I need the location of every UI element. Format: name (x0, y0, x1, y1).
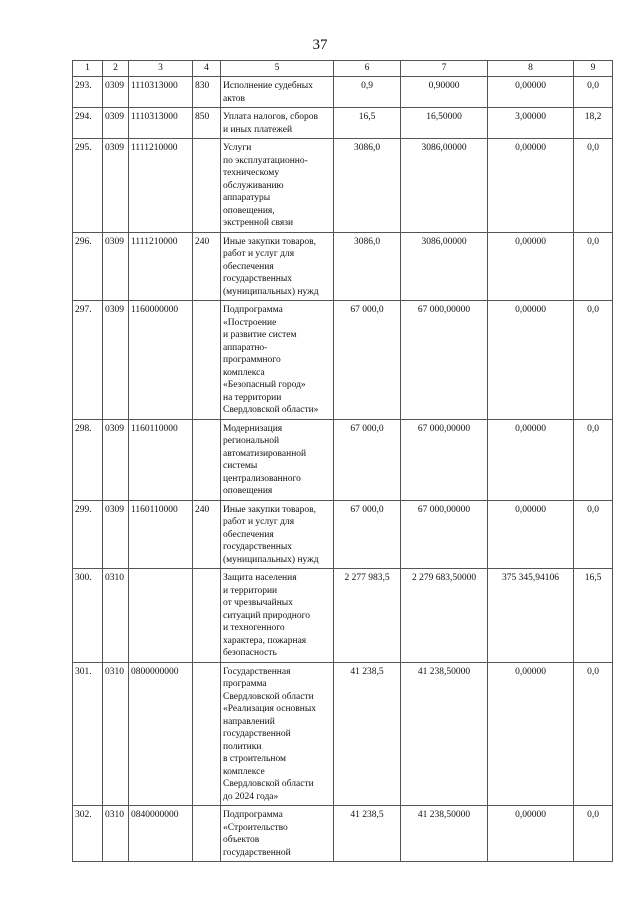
name-line: обеспечения (223, 529, 274, 540)
name-line: и территории (223, 585, 278, 596)
name-line: Подпрограмма (223, 305, 283, 315)
header-cell: 1 (73, 61, 103, 77)
percent-cell: 0,0 (574, 301, 613, 420)
name-cell (221, 232, 334, 301)
planned-amount-cell: 41 238,5 (334, 662, 401, 806)
planned-amount-cell: 3086,0 (334, 232, 401, 301)
refined-amount-cell: 0,90000 (401, 77, 488, 108)
header-cell: 6 (334, 61, 401, 77)
expense-type-cell (193, 662, 221, 806)
name-line: и техногенного (223, 623, 285, 633)
executed-amount-cell: 0,00000 (488, 419, 574, 500)
name-line: «Безопасный город» (223, 380, 306, 390)
name-cell (221, 419, 334, 500)
executed-amount-cell: 0,00000 (488, 500, 574, 569)
name-line: программного (223, 355, 281, 365)
name-line: программа (223, 679, 267, 689)
name-cell (221, 569, 334, 663)
name-cell (221, 806, 334, 862)
table-row (73, 232, 613, 301)
name-line: по эксплуатационно- (223, 155, 308, 166)
percent-cell: 16,5 (574, 569, 613, 663)
expense-type-cell: 830 (193, 77, 221, 108)
executed-amount-cell: 3,00000 (488, 108, 574, 139)
row-number-cell: 300. (73, 569, 103, 663)
planned-amount-cell: 16,5 (334, 108, 401, 139)
section-code-cell: 0309 (103, 77, 129, 108)
target-article-cell: 1110313000 (129, 108, 193, 139)
name-line: централизованного (223, 473, 301, 484)
table-row (73, 419, 613, 500)
name-line: объектов (223, 835, 260, 845)
percent-cell: 0,0 (574, 232, 613, 301)
row-number-cell: 298. (73, 419, 103, 500)
name-line: аппаратно- (223, 342, 268, 353)
name-line: оповещения, (223, 205, 275, 216)
table-row (73, 569, 613, 663)
name-line: Свердловской области (223, 779, 314, 789)
name-line: техническому (223, 168, 280, 178)
target-article-cell: 1111210000 (129, 232, 193, 301)
section-code-cell: 0309 (103, 419, 129, 500)
section-code-cell: 0309 (103, 301, 129, 420)
name-line: государственных (223, 542, 293, 552)
table-row (73, 662, 613, 806)
row-number-cell: 293. (73, 77, 103, 108)
name-line: комплекса (223, 367, 265, 378)
name-line: и развитие систем (223, 330, 297, 340)
target-article-cell (129, 569, 193, 663)
expense-type-cell (193, 301, 221, 420)
name-line: экстренной связи (223, 218, 294, 228)
planned-amount-cell: 67 000,0 (334, 301, 401, 420)
row-number-cell: 299. (73, 500, 103, 569)
name-line: «Строительство (223, 822, 288, 833)
planned-amount-cell: 2 277 983,5 (334, 569, 401, 663)
executed-amount-cell: 0,00000 (488, 139, 574, 233)
refined-amount-cell: 3086,00000 (401, 232, 488, 301)
percent-cell: 0,0 (574, 500, 613, 569)
refined-amount-cell: 67 000,00000 (401, 301, 488, 420)
name-line: политики (223, 741, 262, 752)
header-cell: 9 (574, 61, 613, 77)
table-row (73, 500, 613, 569)
header-cell: 5 (221, 61, 334, 77)
header-cell: 3 (129, 61, 193, 77)
section-code-cell: 0309 (103, 139, 129, 233)
name-line: Уплата налогов, сборов (223, 112, 318, 122)
row-number-cell: 301. (73, 662, 103, 806)
name-line: на территории (223, 392, 282, 403)
name-line: работ и услуг для (223, 249, 295, 259)
executed-amount-cell: 375 345,94106 (488, 569, 574, 663)
target-article-cell: 1110313000 (129, 77, 193, 108)
expense-type-cell (193, 419, 221, 500)
section-code-cell: 0309 (103, 500, 129, 569)
percent-cell: 0,0 (574, 139, 613, 233)
percent-cell: 0,0 (574, 419, 613, 500)
name-line: Иные закупки товаров, (223, 236, 316, 247)
name-line: государственной (223, 847, 291, 858)
planned-amount-cell: 67 000,0 (334, 419, 401, 500)
name-line: системы (223, 461, 258, 471)
table-header-row (73, 61, 613, 77)
planned-amount-cell: 41 238,5 (334, 806, 401, 862)
target-article-cell: 1111210000 (129, 139, 193, 233)
name-line: до 2024 года» (223, 791, 279, 802)
table-row (73, 77, 613, 108)
name-line: аппаратуры (223, 193, 271, 203)
refined-amount-cell: 67 000,00000 (401, 419, 488, 500)
header-cell: 4 (193, 61, 221, 77)
name-line: государственных (223, 274, 293, 284)
refined-amount-cell: 3086,00000 (401, 139, 488, 233)
name-line: Услуги (223, 143, 252, 153)
executed-amount-cell: 0,00000 (488, 662, 574, 806)
name-line: автоматизированной (223, 448, 307, 459)
header-cell: 7 (401, 61, 488, 77)
name-line: в строительном (223, 754, 287, 764)
expense-type-cell: 850 (193, 108, 221, 139)
planned-amount-cell: 67 000,0 (334, 500, 401, 569)
executed-amount-cell: 0,00000 (488, 301, 574, 420)
expense-type-cell: 240 (193, 232, 221, 301)
target-article-cell: 1160110000 (129, 500, 193, 569)
name-line: от чрезвычайных (223, 598, 293, 608)
budget-table (72, 60, 613, 862)
header-cell: 2 (103, 61, 129, 77)
name-line: Свердловской области» (223, 405, 319, 415)
expense-type-cell (193, 139, 221, 233)
executed-amount-cell: 0,00000 (488, 77, 574, 108)
section-code-cell: 0310 (103, 569, 129, 663)
name-line: Модернизация (223, 423, 283, 434)
name-line: Подпрограмма (223, 810, 283, 820)
percent-cell: 0,0 (574, 77, 613, 108)
executed-amount-cell: 0,00000 (488, 232, 574, 301)
target-article-cell: 0840000000 (129, 806, 193, 862)
name-line: «Построение (223, 317, 277, 328)
refined-amount-cell: 67 000,00000 (401, 500, 488, 569)
name-line: обслуживанию (223, 180, 284, 191)
name-line: «Реализация основных (223, 704, 316, 714)
name-line: государственной (223, 729, 291, 739)
name-cell (221, 500, 334, 569)
name-line: направлений (223, 716, 275, 727)
name-cell (221, 662, 334, 806)
name-line: Защита населения (223, 573, 297, 583)
name-line: безопасность (223, 648, 277, 658)
section-code-cell: 0309 (103, 108, 129, 139)
row-number-cell: 296. (73, 232, 103, 301)
percent-cell: 0,0 (574, 806, 613, 862)
percent-cell: 18,2 (574, 108, 613, 139)
name-line: характера, пожарная (223, 635, 307, 646)
planned-amount-cell: 3086,0 (334, 139, 401, 233)
refined-amount-cell: 2 279 683,50000 (401, 569, 488, 663)
name-cell (221, 139, 334, 233)
expense-type-cell (193, 569, 221, 663)
refined-amount-cell: 41 238,50000 (401, 806, 488, 862)
name-line: оповещения (223, 486, 273, 496)
row-number-cell: 297. (73, 301, 103, 420)
name-line: актов (223, 93, 245, 104)
table-row (73, 806, 613, 862)
section-code-cell: 0310 (103, 662, 129, 806)
section-code-cell: 0309 (103, 232, 129, 301)
name-line: (муниципальных) нужд (223, 286, 319, 297)
page-number: 37 (312, 37, 328, 53)
name-line: Государственная (223, 666, 291, 677)
refined-amount-cell: 16,50000 (401, 108, 488, 139)
name-cell (221, 108, 334, 139)
target-article-cell: 1160110000 (129, 419, 193, 500)
name-cell (221, 77, 334, 108)
table-row (73, 139, 613, 233)
name-cell (221, 301, 334, 420)
name-line: (муниципальных) нужд (223, 554, 319, 565)
target-article-cell: 0800000000 (129, 662, 193, 806)
section-code-cell: 0310 (103, 806, 129, 862)
row-number-cell: 295. (73, 139, 103, 233)
expense-type-cell (193, 806, 221, 862)
expense-type-cell: 240 (193, 500, 221, 569)
table-body (73, 61, 613, 862)
name-line: и иных платежей (223, 124, 293, 135)
header-cell: 8 (488, 61, 574, 77)
name-line: Исполнение судебных (223, 81, 313, 91)
name-line: обеспечения (223, 261, 274, 272)
name-line: региональной (223, 436, 280, 446)
percent-cell: 0,0 (574, 662, 613, 806)
target-article-cell: 1160000000 (129, 301, 193, 420)
name-line: Иные закупки товаров, (223, 504, 316, 515)
refined-amount-cell: 41 238,50000 (401, 662, 488, 806)
executed-amount-cell: 0,00000 (488, 806, 574, 862)
name-line: ситуаций природного (223, 610, 311, 621)
table-row (73, 301, 613, 420)
planned-amount-cell: 0,9 (334, 77, 401, 108)
table-row (73, 108, 613, 139)
row-number-cell: 294. (73, 108, 103, 139)
name-line: работ и услуг для (223, 517, 295, 527)
name-line: комплексе (223, 766, 265, 777)
name-line: Свердловской области (223, 691, 314, 702)
row-number-cell: 302. (73, 806, 103, 862)
